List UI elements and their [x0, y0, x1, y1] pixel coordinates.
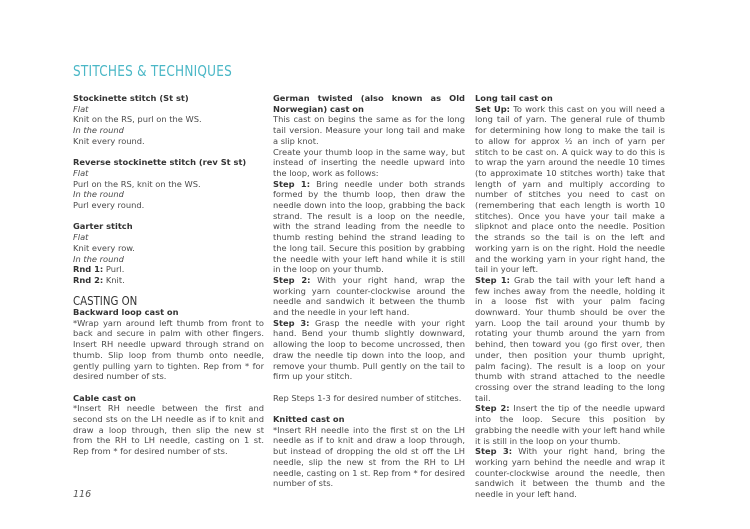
longtail-step1-text: Grab the tail with your left hand a few inches away from the needle, holding it in a loose fist with your palm facing downward. Your thumb should be over the yarn. Loop the tail around your thumb by rotating your thumb around the yarn from behind, then toward you (go first over, then under, then position your thumb upright, palm facing). The result is a loop on your thumb with strand attached to the needle crossing over the strand leading to the long tail.: [475, 274, 665, 403]
german-repeat-block: [273, 393, 465, 404]
reverse-round-text: Purl every round.: [73, 200, 145, 211]
german-step1: [273, 179, 465, 275]
longtail-step2-text: Insert the tip of the needle upward into the loop. Secure this position by grabbing the needle with your left hand while it is still in the loop on your thumb.: [475, 403, 665, 446]
column-2: [273, 93, 465, 500]
german-twisted-section: [273, 93, 465, 382]
cable-heading: Cable cast on: [73, 392, 136, 403]
longtail-step3-text: With your right hand, bring the working yarn behind the needle and wrap it counter-clockwise around the needle, then sandwich it between the thumb and the needle in your left hand.: [475, 446, 665, 500]
long-tail-section: [475, 93, 665, 500]
cable-cast-on-section: [73, 393, 264, 457]
garter-flat-text: Knit every row.: [73, 242, 135, 253]
stockinette-flat-text: Knit on the RS, purl on the WS.: [73, 114, 202, 125]
reverse-heading: Reverse stockinette stitch (rev St st): [73, 157, 247, 168]
reverse-flat-label: Flat: [73, 167, 89, 178]
garter-rnd2: [73, 275, 264, 286]
longtail-step3: [475, 446, 665, 500]
column-3: [475, 93, 665, 510]
longtail-heading: Long tail cast on: [475, 93, 553, 103]
stockinette-round-label: In the round: [73, 125, 124, 136]
garter-section: [73, 221, 264, 285]
german-step2-label: Step 2:: [273, 274, 311, 285]
backward-loop-section: [73, 307, 264, 382]
stockinette-flat-label: Flat: [73, 103, 89, 114]
rnd1-label: Rnd 1:: [73, 264, 104, 275]
longtail-step1: [475, 275, 665, 403]
casting-on-heading: CASTING ON: [73, 294, 138, 309]
german-step3-label: Step 3:: [273, 317, 310, 328]
german-step1-text: Bring needle under both strands formed by the thumb loop, then draw the needle down into the loop, grabbing the back strand. The result is a loop on the needle, with the strand leading from the needle to thumb resting behind the strand leading to the long tail. Secure this position by grabbing the needle with your left hand while it is still in the loop on your thumb.: [273, 178, 465, 275]
german-step2-text: With your right hand, wrap the working yarn counter-clockwise around the needle and sandwich it between the thumb and the needle in your left hand.: [273, 274, 465, 318]
reverse-flat-text: Purl on the RS, knit on the WS.: [73, 178, 201, 189]
stockinette-heading: Stockinette stitch (St st): [73, 93, 189, 103]
rnd1-text: Purl.: [103, 264, 125, 275]
longtail-setup: [475, 104, 665, 275]
reverse-round-label: In the round: [73, 189, 124, 200]
page-title: STITCHES & TECHNIQUES: [73, 62, 233, 80]
stockinette-round-text: Knit every round.: [73, 135, 145, 146]
german-repeat: Rep Steps 1-3 for desired number of stitches.: [273, 392, 462, 403]
cable-text: *Insert RH needle between the first and second sts on the LH needle as if to knit and draw a loop through, then slip the new st from the RH to LH needle, casting on 1 st. Rep from * for desired number of sts.: [73, 403, 264, 457]
garter-rnd1: [73, 264, 264, 275]
german-step1-label: Step 1:: [273, 178, 311, 189]
german-step3-text: Grasp the needle with your right hand. Bend your thumb slightly downward, allowing the loop to become uncrossed, then draw the needle tip down into the loop, and remove your thumb. Pull gently on the tail to firm up your stitch.: [273, 317, 465, 382]
rnd2-label: Rnd 2:: [73, 274, 104, 285]
stockinette-section: [73, 93, 264, 147]
knitted-cast-on-section: [273, 414, 465, 489]
knitted-heading: Knitted cast on: [273, 414, 345, 425]
garter-heading: Garter stitch: [73, 221, 133, 232]
german-p2: Create your thumb loop in the same way, but instead of inserting the needle upward into the loop, work as follows:: [273, 146, 465, 178]
garter-round-label: In the round: [73, 253, 124, 264]
longtail-step3-label: Step 3:: [475, 446, 513, 457]
longtail-step1-label: Step 1:: [475, 274, 510, 285]
backward-heading: Backward loop cast on: [73, 307, 179, 318]
german-heading: German twisted (also known as Old Norwegian) cast on: [273, 93, 465, 114]
longtail-setup-text: To work this cast on you will need a long tail of yarn. The general rule of thumb for determining how long to make the tail is to allow for approx ½ an inch of yarn per stitch to be cast on. A quick way to do this is to wrap the yarn around the needle 10 times (to approximate 10 stitches worth) take that length of yarn and multiply according to number of stitches you need to cast on (remembering that each length is worth 10 stitches). Once you have your tail make a slipknot and place onto the needle. Position the strands so the tail is on the left and working yarn is on the right. Hold the needle and the working yarn in your right hand, the tail in your left.: [475, 103, 666, 275]
rnd2-text: Knit.: [103, 274, 125, 285]
column-1: [73, 93, 264, 468]
longtail-step2-label: Step 2:: [475, 403, 510, 414]
longtail-setup-label: Set Up:: [475, 103, 511, 114]
longtail-step2: [475, 403, 665, 446]
reverse-stockinette-section: [73, 157, 264, 211]
knitted-text: *Insert RH needle into the first st on the LH needle as if to knit and draw a loop through, but instead of dropping the old st off the LH needle, slip the new st from the RH to LH needle, casting on 1 st. Rep from * for desired number of sts.: [273, 424, 465, 489]
german-step2: [273, 275, 465, 318]
german-step3: [273, 318, 465, 382]
page-number: 116: [73, 489, 92, 500]
garter-flat-label: Flat: [73, 232, 89, 243]
backward-text: *Wrap yarn around left thumb from front to back and secure in palm with other fingers. Insert RH needle upward through strand on thumb. Slip loop from thumb onto needle, gently pulling yarn to tighten. Rep from * for desired number of sts.: [73, 317, 264, 382]
german-intro: This cast on begins the same as for the long tail version. Measure your long tail and make a slip knot.: [273, 114, 465, 146]
